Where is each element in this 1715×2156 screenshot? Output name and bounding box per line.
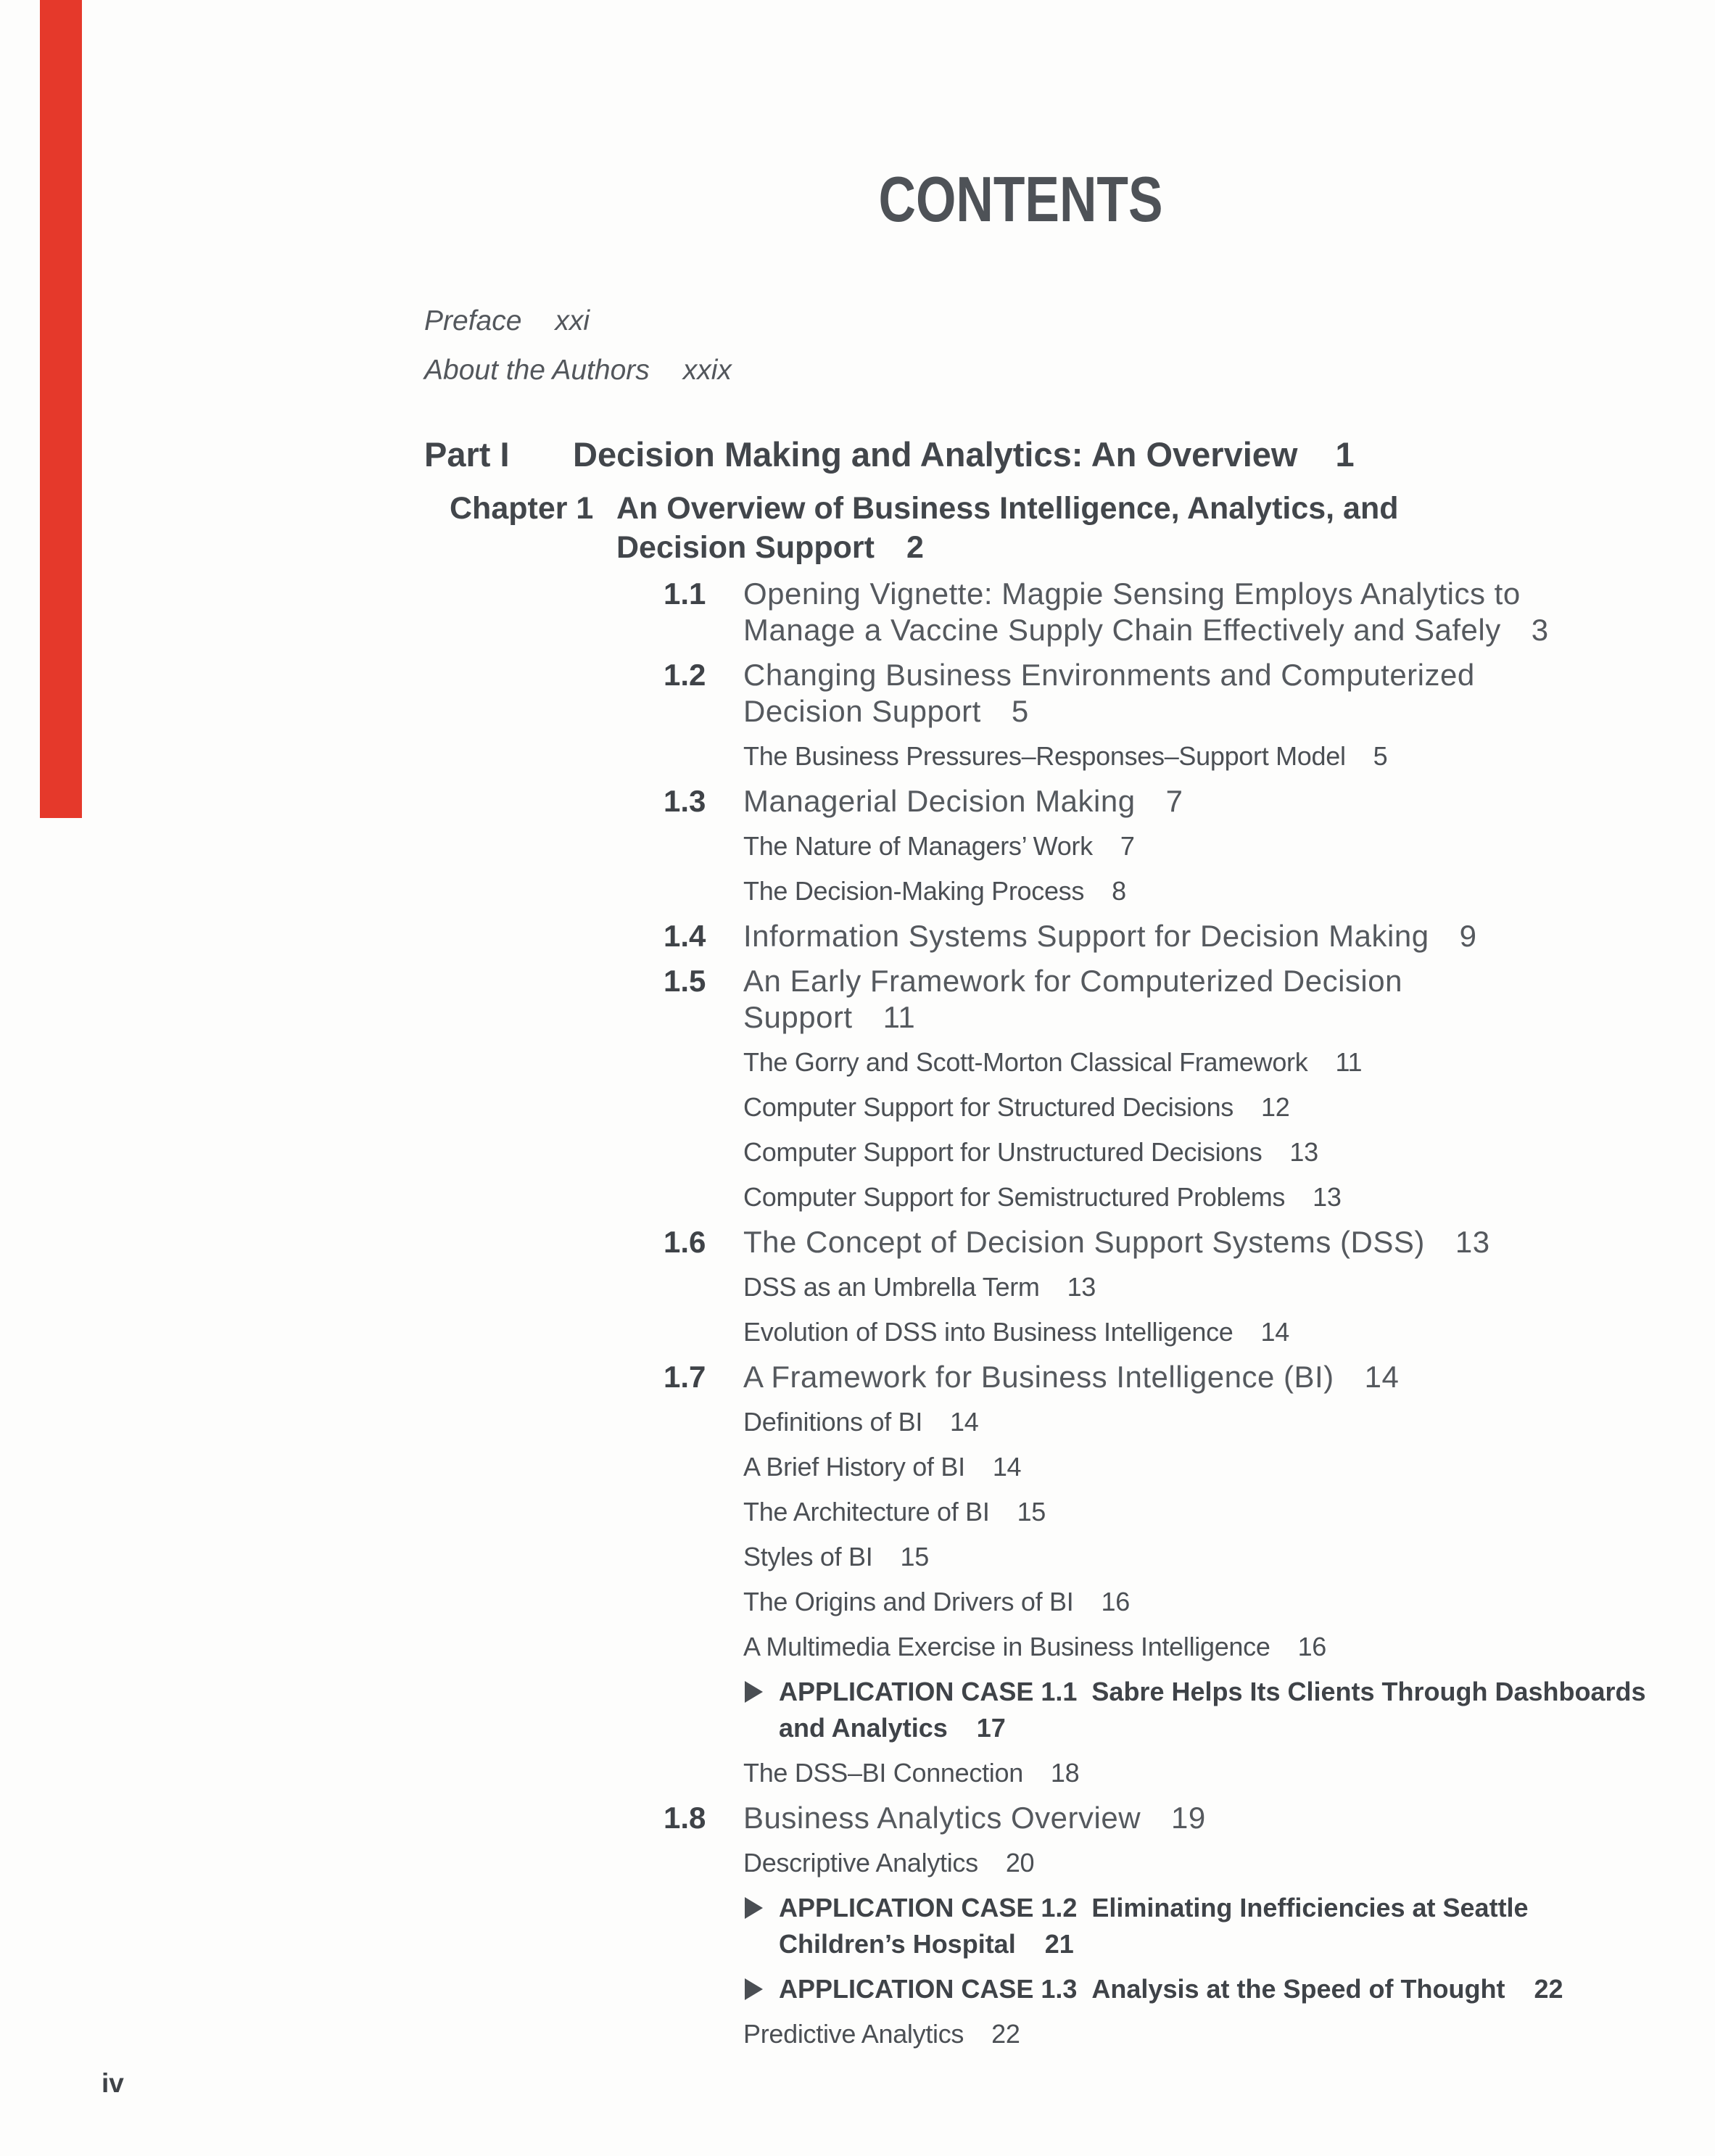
- section-title-line1: A Framework for Business Intelligence (BI) 14: [743, 1360, 1400, 1394]
- toc-subsection-entry: [743, 2016, 1617, 2052]
- page-ref: 14: [1260, 1317, 1289, 1347]
- application-case-line1: [779, 1974, 1563, 2004]
- toc-subsection-entry: [743, 1134, 1617, 1170]
- toc-subsection-entry: [743, 1179, 1617, 1215]
- chapter-heading: [450, 489, 1617, 567]
- page-ref: 12: [1261, 1092, 1290, 1122]
- toc-subsection-entry: [743, 1044, 1617, 1081]
- part-title-text: Decision Making and Analytics: An Overview: [573, 435, 1298, 474]
- page-ref: 11: [883, 1000, 916, 1034]
- page-ref: 7: [1165, 784, 1183, 818]
- toc-application-case-entry: [745, 1971, 1617, 2007]
- section-title: [743, 963, 1402, 1036]
- front-matter-label: About the Authors: [424, 355, 650, 386]
- toc-application-case-entry: [745, 1674, 1646, 1746]
- toc-subsection-entry: [743, 738, 1617, 775]
- page-ref: 1: [1335, 435, 1355, 474]
- toc-subsection-entry: [743, 1845, 1617, 1881]
- application-case-name: Eliminating Inefficiencies at Seattle: [1091, 1893, 1529, 1922]
- front-matter-item-about-authors: [424, 352, 1617, 389]
- page-ref: 14: [950, 1407, 979, 1437]
- subsection-title: The DSS–BI Connection: [743, 1758, 1023, 1788]
- toc-subsection-entry: [743, 1314, 1617, 1350]
- application-case-name: Analysis at the Speed of Thought: [1091, 1974, 1505, 2004]
- application-case-name: Sabre Helps Its Clients Through Dashboards: [1091, 1677, 1646, 1706]
- page-title: CONTENTS: [878, 163, 1163, 235]
- toc-subsection-entry: [743, 1269, 1617, 1305]
- section-number: 1.3: [664, 784, 706, 818]
- page-ref: 17: [976, 1713, 1006, 1743]
- chapter-title-line2-text: Decision Support: [616, 530, 875, 565]
- subsection-title: The Origins and Drivers of BI: [743, 1587, 1074, 1616]
- subsection-title: Predictive Analytics: [743, 2019, 964, 2049]
- subsection-title: The Decision-Making Process: [743, 876, 1085, 906]
- application-case-arrow-icon: [745, 1978, 763, 2000]
- chapter-title: [616, 489, 1399, 567]
- subsection-title: The Business Pressures–Responses–Support Model: [743, 741, 1346, 771]
- page-ref: 9: [1459, 919, 1477, 953]
- page-ref: 14: [1364, 1360, 1400, 1394]
- section-number: 1.2: [664, 658, 706, 692]
- section-number: 1.4: [664, 919, 706, 953]
- toc-section-entry: [664, 657, 1617, 730]
- toc-section-entry: [664, 1359, 1617, 1395]
- page-ref: 8: [1112, 876, 1126, 906]
- section-title-line1: The Concept of Decision Support Systems (DSS) 13: [743, 1225, 1490, 1259]
- section-title: [743, 783, 1183, 819]
- page-ref: 16: [1101, 1587, 1130, 1616]
- page-number: iv: [102, 2068, 124, 2098]
- subsection-title: A Brief History of BI: [743, 1452, 965, 1482]
- subsection-title: The Gorry and Scott-Morton Classical Framework: [743, 1047, 1308, 1077]
- toc-subsection-entry: [743, 873, 1617, 909]
- toc-section-entry: [664, 576, 1617, 648]
- page-ref: 13: [1313, 1182, 1342, 1212]
- page-ref: 15: [900, 1542, 929, 1571]
- subsection-title: Descriptive Analytics: [743, 1848, 978, 1878]
- subsection-title: Computer Support for Unstructured Decisions: [743, 1137, 1263, 1167]
- page-ref: 5: [1373, 741, 1388, 771]
- application-case-line2: Children’s Hospital 21: [779, 1929, 1074, 1959]
- section-number: 1.6: [664, 1225, 706, 1259]
- toc-section-entry: [664, 963, 1617, 1036]
- subsection-title: Definitions of BI: [743, 1407, 923, 1437]
- front-matter: [424, 303, 1617, 389]
- part-title: [573, 435, 1355, 474]
- section-number: 1.1: [664, 577, 706, 611]
- subsection-title: Evolution of DSS into Business Intelligence: [743, 1317, 1233, 1347]
- subsection-title: DSS as an Umbrella Term: [743, 1272, 1040, 1302]
- toc-subsection-entry: [743, 1584, 1617, 1620]
- section-title-line2: Decision Support 5: [743, 694, 1029, 728]
- page-ref: xxi: [555, 305, 590, 336]
- section-title-line1: Business Analytics Overview 19: [743, 1801, 1206, 1835]
- section-number: 1.7: [664, 1360, 706, 1394]
- page-edge-accent-bar: [40, 0, 82, 818]
- page-ref: 14: [992, 1452, 1022, 1482]
- toc-section-entry: [664, 1800, 1617, 1836]
- page-ref: 5: [1011, 694, 1029, 728]
- page-ref: 2: [906, 530, 924, 565]
- subsection-title: A Multimedia Exercise in Business Intelligence: [743, 1632, 1270, 1661]
- application-case-arrow-icon: [745, 1897, 763, 1919]
- application-case-title: [779, 1971, 1563, 2007]
- section-title: [743, 657, 1475, 730]
- subsection-title: Computer Support for Structured Decisions: [743, 1092, 1234, 1122]
- section-title: [743, 1224, 1490, 1260]
- application-case-arrow-icon: [745, 1681, 763, 1703]
- subsection-title: The Architecture of BI: [743, 1497, 990, 1527]
- page-ref: 15: [1017, 1497, 1046, 1527]
- page-ref: 13: [1289, 1137, 1318, 1167]
- toc-subsection-entry: [743, 1089, 1617, 1126]
- section-title: [743, 1800, 1206, 1836]
- front-matter-label: Preface: [424, 305, 522, 336]
- application-case-label: APPLICATION CASE 1.3: [779, 1974, 1078, 2004]
- application-case-title: [779, 1890, 1529, 1962]
- page-ref: 3: [1531, 613, 1549, 647]
- contents-column: [424, 163, 1646, 2061]
- section-title-line1: Managerial Decision Making 7: [743, 784, 1183, 818]
- section-title-line1: Opening Vignette: Magpie Sensing Employs Analytics to: [743, 577, 1521, 611]
- chapter-title-line1: An Overview of Business Intelligence, Analytics, and: [616, 491, 1399, 526]
- front-matter-item-preface: [424, 303, 1617, 339]
- toc-subsection-entry: [743, 1539, 1617, 1575]
- section-title: [743, 1359, 1399, 1395]
- application-case-line2: and Analytics 17: [779, 1713, 1006, 1743]
- chapter-label: Chapter 1: [450, 491, 594, 526]
- section-number: 1.8: [664, 1801, 706, 1835]
- page-ref: 18: [1050, 1758, 1080, 1788]
- part-label: Part I: [424, 435, 510, 474]
- toc-list: [664, 576, 1646, 2052]
- toc-section-entry: [664, 918, 1617, 954]
- page-ref: 22: [1534, 1974, 1563, 2004]
- part-heading: [424, 435, 1617, 474]
- application-case-title: [779, 1674, 1646, 1746]
- toc-subsection-entry: [743, 1404, 1617, 1440]
- application-case-line1: [779, 1893, 1529, 1922]
- page-ref: 22: [991, 2019, 1020, 2049]
- page-ref: 16: [1297, 1632, 1327, 1661]
- toc-subsection-entry: [743, 1629, 1617, 1665]
- toc-subsection-entry: [743, 1494, 1617, 1530]
- page-ref: 13: [1067, 1272, 1096, 1302]
- subsection-title: Styles of BI: [743, 1542, 873, 1571]
- page-ref: 19: [1171, 1801, 1206, 1835]
- section-title: [743, 576, 1549, 648]
- page-ref: 21: [1044, 1929, 1074, 1959]
- page-ref: 11: [1335, 1047, 1363, 1077]
- page-ref: 7: [1120, 831, 1135, 861]
- chapter-title-line2: [616, 530, 924, 565]
- toc-subsection-entry: [743, 1449, 1617, 1485]
- toc-subsection-entry: [743, 828, 1617, 864]
- application-case-label: APPLICATION CASE 1.1: [779, 1677, 1078, 1706]
- toc-subsection-entry: [743, 1755, 1617, 1791]
- subsection-title: The Nature of Managers’ Work: [743, 831, 1093, 861]
- subsection-title: Computer Support for Semistructured Problems: [743, 1182, 1286, 1212]
- application-case-label: APPLICATION CASE 1.2: [779, 1893, 1078, 1922]
- section-title-line1: Changing Business Environments and Computerized: [743, 658, 1475, 692]
- toc-section-entry: [664, 783, 1617, 819]
- page-ref: xxix: [682, 355, 732, 386]
- toc-section-entry: [664, 1224, 1617, 1260]
- section-title-line2: Support 11: [743, 1000, 916, 1034]
- application-case-line1: [779, 1677, 1646, 1706]
- page-ref: 13: [1455, 1225, 1490, 1259]
- section-title-line1: An Early Framework for Computerized Decision: [743, 964, 1402, 998]
- section-title: [743, 918, 1476, 954]
- section-title-line1: Information Systems Support for Decision Making 9: [743, 919, 1477, 953]
- toc-application-case-entry: [745, 1890, 1617, 1962]
- page-ref: 20: [1005, 1848, 1035, 1878]
- section-number: 1.5: [664, 964, 706, 998]
- section-title-line2: Manage a Vaccine Supply Chain Effectively and Safely 3: [743, 613, 1549, 647]
